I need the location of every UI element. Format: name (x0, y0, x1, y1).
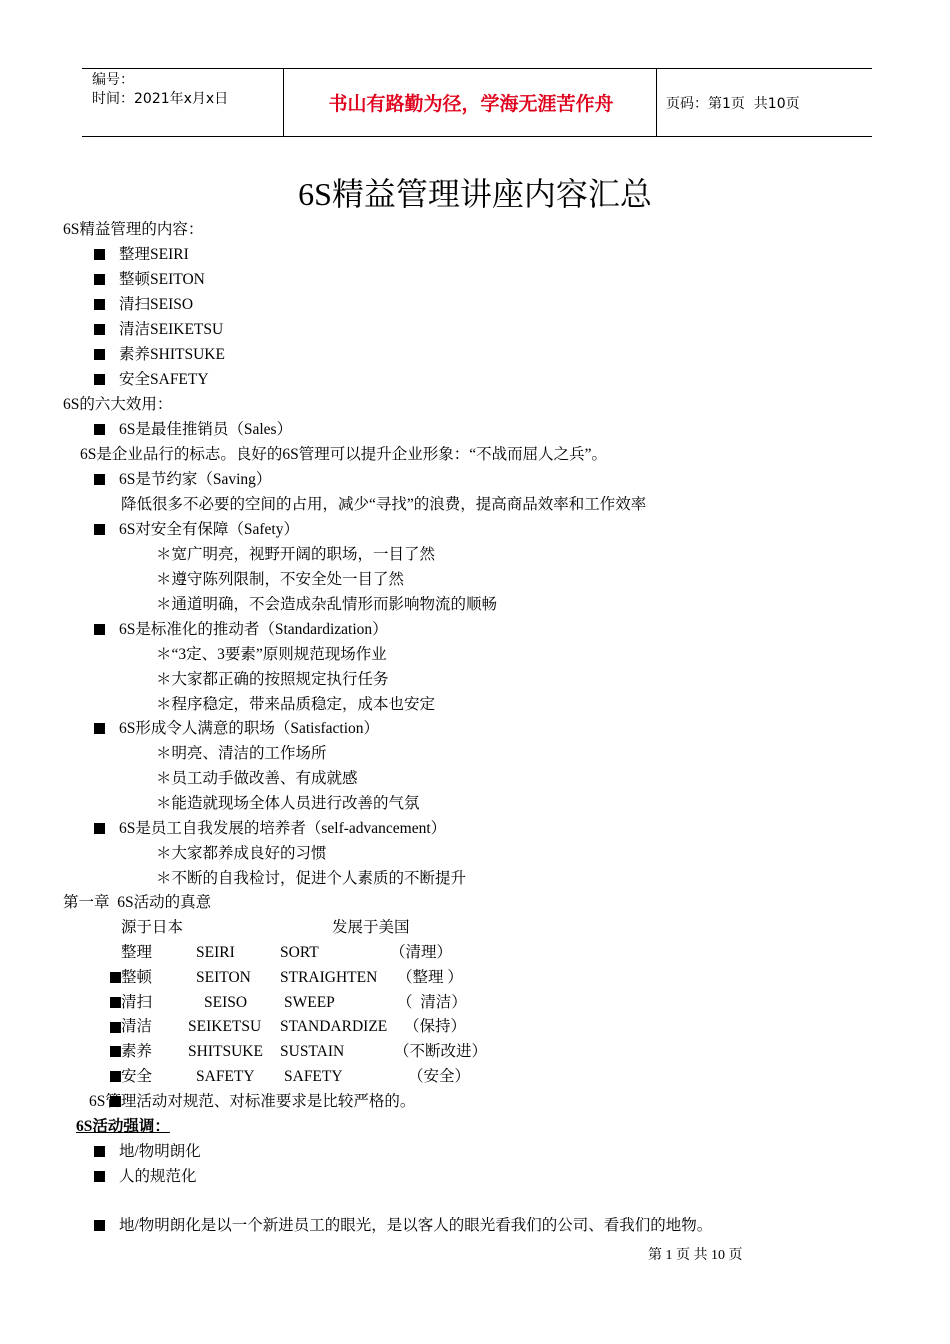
number-label: 编号： (92, 72, 134, 88)
safety-point: ＊宽广明亮，视野开阔的职场，一目了然 (156, 546, 436, 563)
bullet-icon (94, 624, 105, 635)
table-row: 素养 SHITSUKE SUSTAIN （不断改进） (94, 1039, 514, 1064)
satisfaction-point: ＊员工动手做改善、有成就感 (156, 770, 358, 787)
list-item: 安全SAFETY (94, 367, 209, 392)
list-item: 6S是节约家（Saving） (94, 467, 271, 492)
list-item: 清洁SEIKETSU (94, 317, 223, 342)
bullet-icon (94, 524, 105, 535)
list-item: 6S是最佳推销员（Sales） (94, 417, 292, 442)
table-row: 安全 SAFETY SAFETY （安全） (94, 1064, 514, 1089)
saving-description: 降低很多不必要的空间的占用，减少“寻找”的浪费，提高商品效率和工作效率 (121, 496, 647, 513)
chapter-heading: 第一章 6S活动的真意 (63, 894, 212, 911)
table-row: 清洁 SEIKETSU STANDARDIZE （保持） (94, 1014, 514, 1039)
satisfaction-point: ＊能造就现场全体人员进行改善的气氛 (156, 795, 420, 812)
standard-point: ＊大家都正确的按照规定执行任务 (156, 671, 389, 688)
header-motto: 书山有路勤为径，学海无涯苦作舟 (328, 93, 614, 115)
page-footer: 第 1 页 共 10 页 (648, 1248, 743, 1263)
list-item: 6S是员工自我发展的培养者（self-advancement） (94, 816, 446, 841)
header-divider (283, 69, 284, 136)
list-item: 清扫SEISO (94, 292, 193, 317)
bullet-icon (94, 299, 105, 310)
bullet-icon (94, 1171, 105, 1182)
document-title: 6S精益管理讲座内容汇总 (298, 176, 652, 212)
table-row: 整顿 SEITON STRAIGHTEN （整理 ） (94, 965, 514, 990)
origin-japan: 源于日本 (121, 919, 184, 936)
list-item: 素养SHITSUKE (94, 342, 225, 367)
safety-point: ＊遵守陈列限制，不安全处一目了然 (156, 571, 405, 588)
bullet-icon (94, 349, 105, 360)
list-item: 6S是标准化的推动者（Standardization） (94, 617, 388, 642)
effects-heading: 6S的六大效用： (63, 396, 173, 413)
bullet-icon (94, 249, 105, 260)
bullet-icon (94, 374, 105, 385)
bullet-icon (94, 1220, 105, 1231)
header-page-info: 页码：第1页 共10页 (666, 95, 800, 112)
list-item: 整顿SEITON (94, 267, 205, 292)
list-item: 6S对安全有保障（Safety） (94, 517, 299, 542)
safety-point: ＊通道明确，不会造成杂乱情形而影响物流的顺畅 (156, 596, 498, 613)
bullet-icon (94, 274, 105, 285)
header-divider (656, 69, 657, 136)
intro-heading: 6S精益管理的内容： (63, 221, 204, 238)
header-meta (82, 69, 282, 136)
list-item: 地/物明朗化是以一个新进员工的眼光，是以客人的眼光看我们的公司、看我们的地物。 (94, 1213, 712, 1238)
sales-description: 6S是企业品行的标志。良好的6S管理可以提升企业形象：“不战而屈人之兵”。 (80, 446, 608, 463)
standard-point: ＊“3定、3要素”原则规范现场作业 (156, 646, 387, 663)
advance-point: ＊不断的自我检讨，促进个人素质的不断提升 (156, 870, 467, 887)
bullet-icon (94, 424, 105, 435)
bullet-icon (94, 474, 105, 485)
date-label: 时间：2021年x月x日 (92, 91, 229, 107)
list-item: 地/物明朗化 (94, 1139, 201, 1164)
list-item: 人的规范化 (94, 1164, 197, 1189)
bullet-icon (94, 324, 105, 335)
list-item: 6S形成令人满意的职场（Satisfaction） (94, 716, 379, 741)
table-row: 整理 SEIRI SORT （清理） (94, 940, 514, 965)
origin-us: 发展于美国 (332, 919, 410, 936)
standard-point: ＊程序稳定，带来品质稳定，成本也安定 (156, 696, 436, 713)
list-item: 整理SEIRI (94, 242, 189, 267)
strict-note: 6S管理活动对规范、对标准要求是比较严格的。 (89, 1093, 416, 1110)
bullet-icon (94, 823, 105, 834)
bullet-icon (94, 1146, 105, 1157)
header-table (82, 68, 872, 137)
emphasis-heading: 6S活动强调： (76, 1118, 170, 1135)
satisfaction-point: ＊明亮、清洁的工作场所 (156, 745, 327, 762)
table-row: 清扫 SEISO SWEEP （ 清洁） (94, 990, 514, 1015)
bullet-icon (94, 723, 105, 734)
advance-point: ＊大家都养成良好的习惯 (156, 845, 327, 862)
